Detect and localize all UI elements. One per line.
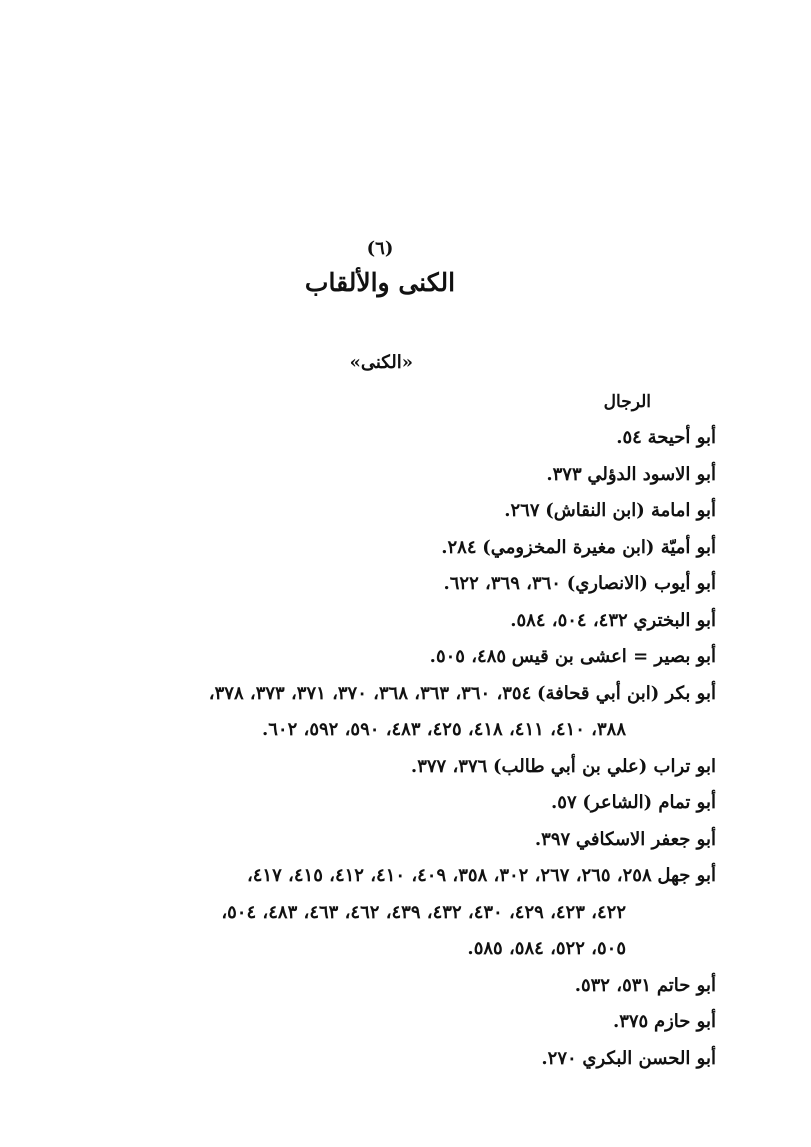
- list-item: [96, 1004, 716, 1041]
- list-item: [96, 493, 716, 530]
- entry-name: ابو تراب (علي بن أبي طالب): [493, 755, 716, 777]
- entry-name: أبو البختري: [633, 609, 716, 631]
- entry-pages: ٥٧.: [551, 792, 577, 813]
- list-item: [96, 457, 716, 494]
- entry-pages: ٢٥٨، ٢٦٥، ٢٦٧، ٣٠٢، ٣٥٨، ٤٠٩، ٤١٠، ٤١٢، ٤١٥، ٤١٧،: [246, 865, 652, 886]
- entry-name: أبو أحيحة: [647, 427, 716, 448]
- index-entries: [96, 420, 716, 1077]
- list-item: [96, 530, 716, 567]
- entry-name: أبو حاتم: [656, 974, 716, 996]
- list-item: [96, 749, 716, 786]
- entry-pages: ٤٣٢، ٥٠٤، ٥٨٤.: [510, 609, 628, 631]
- entry-pages-continued: ٤٢٢، ٤٢٣، ٤٢٩، ٤٣٠، ٤٣٢، ٤٣٩، ٤٦٢، ٤٦٣، ٤٨٣، ٥٠٤،: [221, 901, 626, 923]
- entry-pages: ٣٦٠، ٣٦٩، ٦٢٢.: [443, 573, 561, 594]
- list-item: [96, 858, 716, 968]
- entry-pages: ٢٦٧.: [504, 500, 540, 521]
- entry-pages: ٢٧٠.: [541, 1047, 577, 1069]
- entry-name: أبو الاسود الدؤلي: [587, 463, 716, 485]
- list-item: [96, 785, 716, 822]
- entry-name: أبو أيوب (الانصاري): [566, 573, 716, 594]
- entry-name: أبو الحسن البكري: [582, 1047, 716, 1069]
- entry-pages: ٣٩٧.: [534, 828, 571, 850]
- section-heading: «الكنى»: [349, 352, 413, 373]
- list-item: [96, 676, 716, 749]
- entry-pages: ٢٨٤.: [441, 536, 477, 558]
- list-item: [96, 603, 716, 640]
- entry-pages: ٥٤.: [616, 427, 642, 448]
- entry-name: أبو جهل: [657, 865, 716, 886]
- entry-pages: ٣٧٣.: [546, 463, 582, 485]
- entry-pages-continued: ٥٠٥، ٥٢٢، ٥٨٤، ٥٨٥.: [467, 938, 626, 959]
- entry-pages: ٣٧٥.: [612, 1011, 649, 1032]
- entry-name: أبو حازم: [653, 1011, 716, 1032]
- list-item: [96, 968, 716, 1005]
- entry-name: أبو بكر (ابن أبي قحافة): [537, 682, 716, 704]
- entry-name: أبو أميّة (ابن مغيرة المخزومي): [482, 536, 716, 558]
- chapter-number: (٦): [366, 238, 394, 259]
- subsection-heading: الرجال: [603, 392, 651, 412]
- list-item: [96, 822, 716, 859]
- chapter-title: الكنى والألقاب: [304, 268, 456, 297]
- entry-pages: ٥٣١، ٥٣٢.: [574, 974, 652, 996]
- list-item: [96, 566, 716, 603]
- entry-pages-continued: ٣٨٨، ٤١٠، ٤١١، ٤١٨، ٤٢٥، ٤٨٣، ٥٩٠، ٥٩٢، ٦٠٢.: [261, 719, 626, 740]
- entry-pages: ٣٥٤، ٣٦٠، ٣٦٣، ٣٦٨، ٣٧٠، ٣٧١، ٣٧٣، ٣٧٨،: [208, 682, 532, 704]
- list-item: [96, 639, 716, 676]
- entry-name: أبو بصير = اعشى بن قيس: [511, 646, 716, 667]
- entry-name: أبو جعفر الاسكافي: [575, 828, 716, 850]
- list-item: [96, 1041, 716, 1078]
- entry-name: أبو تمام (الشاعر): [582, 792, 716, 813]
- entry-name: أبو امامة (ابن النقاش): [545, 500, 716, 521]
- list-item: [96, 420, 716, 457]
- entry-pages: ٣٧٦، ٣٧٧.: [410, 755, 488, 777]
- entry-pages: ٤٨٥، ٥٠٥.: [429, 646, 507, 667]
